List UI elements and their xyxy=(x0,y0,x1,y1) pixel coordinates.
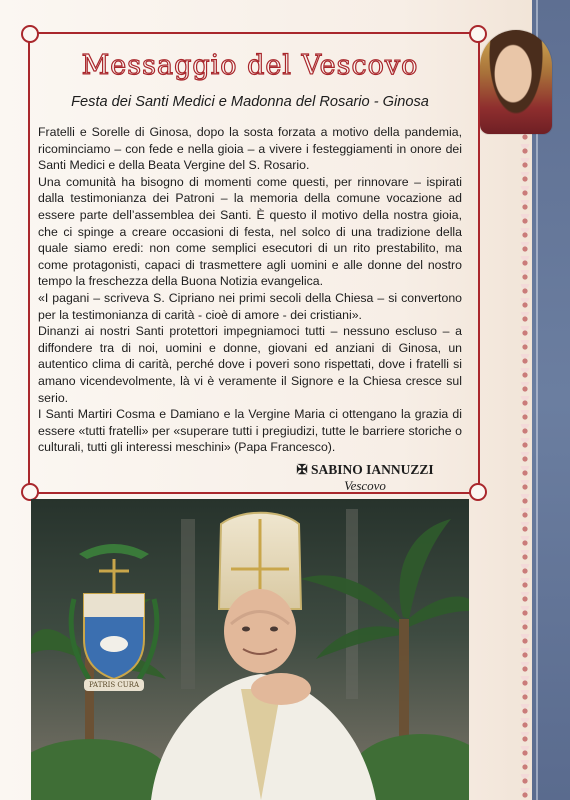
message-paragraph: Una comunità ha bisogno di momenti come questi, per rinnovare – ispirati dalla testimonianza dei Patroni – la memoria della comune vocazione ad essere parte dell’assemblea dei Santi. È questo il motivo della nostra gioia, che ci spinge a creare occasioni di festa, nel solco di una tradizione della quale siamo eredi: non come semplici esecutori di un rito prestabilito, ma come protagonisti, capaci di trasmettere agli uomini e alle donne del nostro tempo la freschezza della Buona Notizia evangelica. xyxy=(38,174,462,289)
page-title: Messaggio del Vescovo xyxy=(81,50,419,81)
signature-block xyxy=(280,462,450,494)
lace-border xyxy=(518,130,532,800)
message-paragraph: I Santi Martiri Cosma e Damiano e la Vergine Maria ci ottengano la grazia di essere «tutti fratelli» per «superare tutti i pregiudizi, tutte le barriere storiche o culturali, tutti gli interessi meschini» (Papa Francesco). xyxy=(38,407,462,455)
saint-statue-image xyxy=(480,30,552,134)
bishop-photo xyxy=(31,499,469,800)
signature-name: ✠ SABINO IANNUZZI xyxy=(296,462,434,477)
photo-illustration xyxy=(31,499,469,800)
motto-text: PATRIS CURA xyxy=(88,681,140,689)
message-body xyxy=(38,124,462,456)
message-paragraph: Fratelli e Sorelle di Ginosa, dopo la sosta forzata a motivo della pandemia, ricominciamo – con fede e nella gioia – a vivere i festeggiamenti in onore dei Santi Medici e della Beata Vergine del S. Rosario. xyxy=(38,125,462,173)
page-subtitle: Festa dei Santi Medici e Madonna del Rosario - Ginosa xyxy=(71,94,429,110)
message-paragraph: Dinanzi ai nostri Santi protettori impegniamoci tutti – nessuno escluso – a diffondere tra di noi, uomini e donne, giovani ed anziani di Ginosa, un autentico clima di carità, perché dove i poveri sono rispettati, dove i fratelli si amano vicendevolmente, là vi è veramente il Signore e la Chiesa cresce sul serio. xyxy=(38,324,462,405)
message-paragraph: «I pagani – scriveva S. Cipriano nei primi secoli della Chiesa – si convertono per la testimonianza di carità - cioè di amore - dei cristiani». xyxy=(38,290,462,322)
signature-role: Vescovo xyxy=(344,478,386,493)
frame-corner-ornament xyxy=(469,483,487,501)
